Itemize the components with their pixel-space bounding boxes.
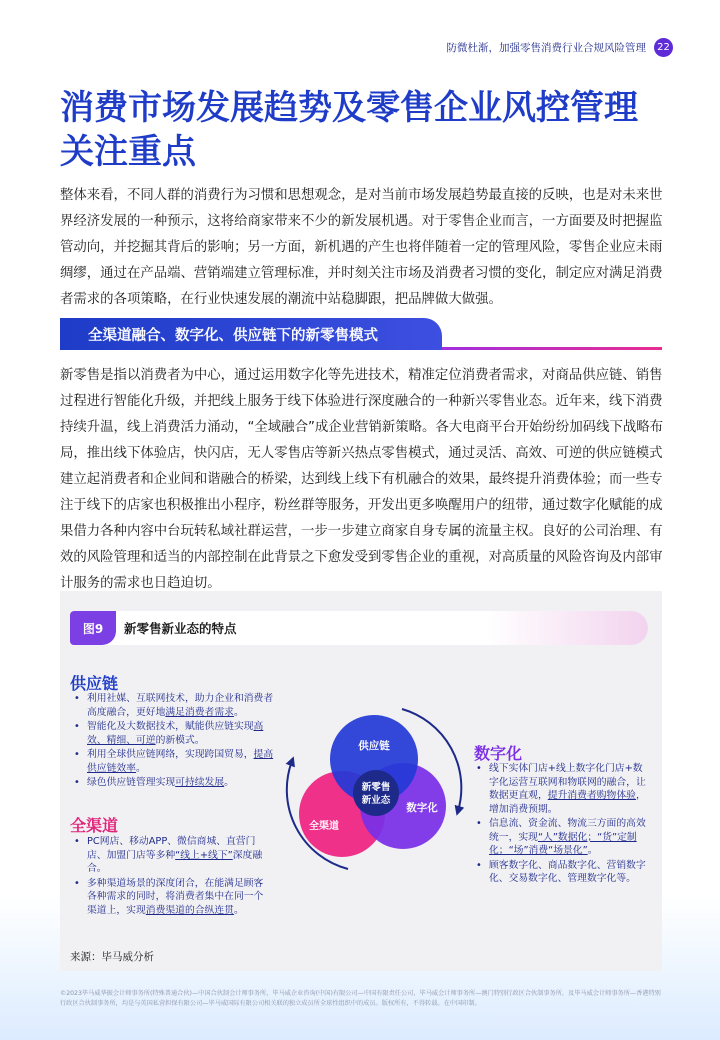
bullet-item (72, 748, 280, 775)
caption-gradient (488, 611, 648, 645)
bullet-item (72, 720, 280, 747)
section-heading-bar (60, 318, 662, 350)
bullet-text: 顾客数字化、商品数字化、营销数字化、交易数字化、管理数字化等。 (489, 859, 646, 884)
center-label-1: 新零售 (361, 782, 391, 793)
bullet-item (474, 859, 652, 886)
running-header (447, 37, 674, 57)
underlined-text: “人”数据化；“货”定制化；“场”消费“场景化” (489, 831, 637, 856)
underlined-text: 可持续发展 (175, 777, 225, 788)
underlined-text: 提高供应链效率 (87, 749, 274, 774)
digitalization-list (474, 762, 652, 887)
figure-title: 新零售新业态的特点 (124, 621, 237, 636)
bullet-text: 的新模式。 (155, 734, 205, 746)
section-heading: 全渠道融合、数字化、供应链下的新零售模式 (60, 318, 442, 350)
bullet-text: 多种渠道场景的深度闭合，在能满足顾客各种需求的同时，将消费者集中在同一个渠道上，实现 (87, 877, 264, 916)
page-number: 22 (654, 38, 673, 57)
bullet-item (474, 762, 652, 816)
bullet-text: 。 (233, 904, 244, 916)
center-label-2: 新业态 (361, 795, 391, 806)
bullet-text: ，增加消费预期。 (489, 790, 646, 815)
bullet-text: 。 (587, 845, 598, 856)
section-paragraph: 新零售是指以消费者为中心，通过运用数字化等先进技术，精准定位消费者需求，对商品供应链、销售过程进行智能化升级，并把线上服务于线下体验进行深度融合的一种新兴零售业态。近年来，线下消费持续升温，线上消费活力涌动，“全域融合”成企业营销新策略。各大电商平台开始纷纷加码线下战略布局，推出线下体验店，快闪店，无人零售店等新兴热点零售模式，通过灵活、高效、可逆的供应链模式建立起消费者和企业间和谐融合的桥梁，达到线上线下有机融合的效果，最终提升消费体验；而一些专注于线下的店家也积极推出小程序，粉丝群等服务，开发出更多唤醒用户的纽带，通过数字化赋能的成果借力各种内容中台玩转私域社群运营，一步一步建立商家自身专属的流量主权。良好的公司治理、有效的风险管理和适当的内部控制在此背景之下愈发受到零售企业的重视，对高质量的风险咨询及内部审计服务的需求也日趋迫切。 (60, 368, 664, 591)
copyright-footer: ©2023毕马威华振会计师事务所(特殊普通合伙)—中国合伙制会计师事务所，毕马威企业咨询(中国)有限公司—中国有限责任公司，毕马威会计师事务所—澳门特别行政区合伙制事务所，及毕马威会计师事务所—香港特别行政区合伙制事务所，均是与英国私营担保有限公司—毕马威国际有限公司相关联的独立成员所全球性组织中的成员。版权所有，不得转载。在中国印制。 (60, 990, 661, 1007)
channel-circle-label: 全渠道 (309, 821, 339, 832)
underlined-text: 消费渠道的合纵连贯 (145, 904, 234, 916)
venn-diagram (280, 691, 470, 881)
bullet-text: 线下实体门店+线上数字化门店+数字化运营互联网和物联网的融合，让数据更直观， (489, 763, 646, 801)
bullet-text: 智能化及大数据技术，赋能供应链实现 (87, 721, 254, 732)
figure-badge: 图9 (70, 611, 116, 645)
omnichannel-title: 全渠道 (70, 816, 119, 835)
bullet-item (474, 817, 652, 858)
supply-circle-label: 供应链 (358, 740, 390, 752)
bullet-text: 。 (233, 706, 244, 718)
running-title: 防微杜渐，加强零售消费行业合规风险管理 (446, 41, 646, 54)
underlined-text: “线上+线下” (175, 849, 233, 861)
underlined-text: 满足消费者需求 (165, 706, 234, 718)
bullet-text: 利用全球供应链网络，实现跨国贸易， (87, 749, 254, 760)
digitalization-title: 数字化 (474, 744, 523, 763)
supply-chain-list (72, 692, 280, 791)
omnichannel-list (72, 835, 268, 918)
figure-caption-bar (70, 611, 648, 645)
bullet-text: 深度融合。 (87, 849, 263, 874)
page-title: 消费市场发展趋势及零售企业风控管理关注重点 (60, 88, 638, 172)
underlined-text: 高效、精细、可逆 (87, 721, 264, 746)
underlined-text: 提升消费者购物体验 (547, 790, 636, 801)
supply-chain-title: 供应链 (70, 674, 119, 693)
figure-panel (60, 591, 662, 971)
bullet-text: 利用社媒、互联网技术，助力企业和消费者高度融合，更好地 (87, 693, 274, 718)
digital-circle-label: 数字化 (406, 802, 438, 814)
bullet-text: 绿色供应链管理实现 (87, 777, 176, 788)
bullet-item (72, 877, 268, 918)
bullet-item (72, 835, 268, 876)
bullet-item (72, 692, 280, 719)
center-circle (353, 770, 399, 816)
bullet-text: 。 (135, 762, 146, 774)
bullet-text: 信息流、资金流、物流三方面的高效统一，实现 (489, 818, 646, 843)
bullet-item (72, 776, 280, 790)
bullet-text: PC网店、移动APP、微信商城、直营门店、加盟门店等多种 (87, 836, 256, 861)
intro-paragraph: 整体来看，不同人群的消费行为习惯和思想观念，是对当前市场发展趋势最直接的反映，也是对未来世界经济发展的一种预示，这将给商家带来不少的新发展机遇。对于零售企业而言，一方面要及时把握监管动向，并挖掘其背后的影响；另一方面，新机遇的产生也将伴随着一定的管理风险，零售企业应未雨绸缪，通过在产品端、营销端建立管理标准，并时刻关注市场及消费者习惯的变化，制定应对满足消费者需求的各项策略，在行业快速发展的潮流中站稳脚跟，把品牌做大做强。 (60, 188, 663, 307)
bullet-text: 。 (224, 777, 234, 788)
figure-source: 来源：毕马威分析 (70, 951, 154, 963)
